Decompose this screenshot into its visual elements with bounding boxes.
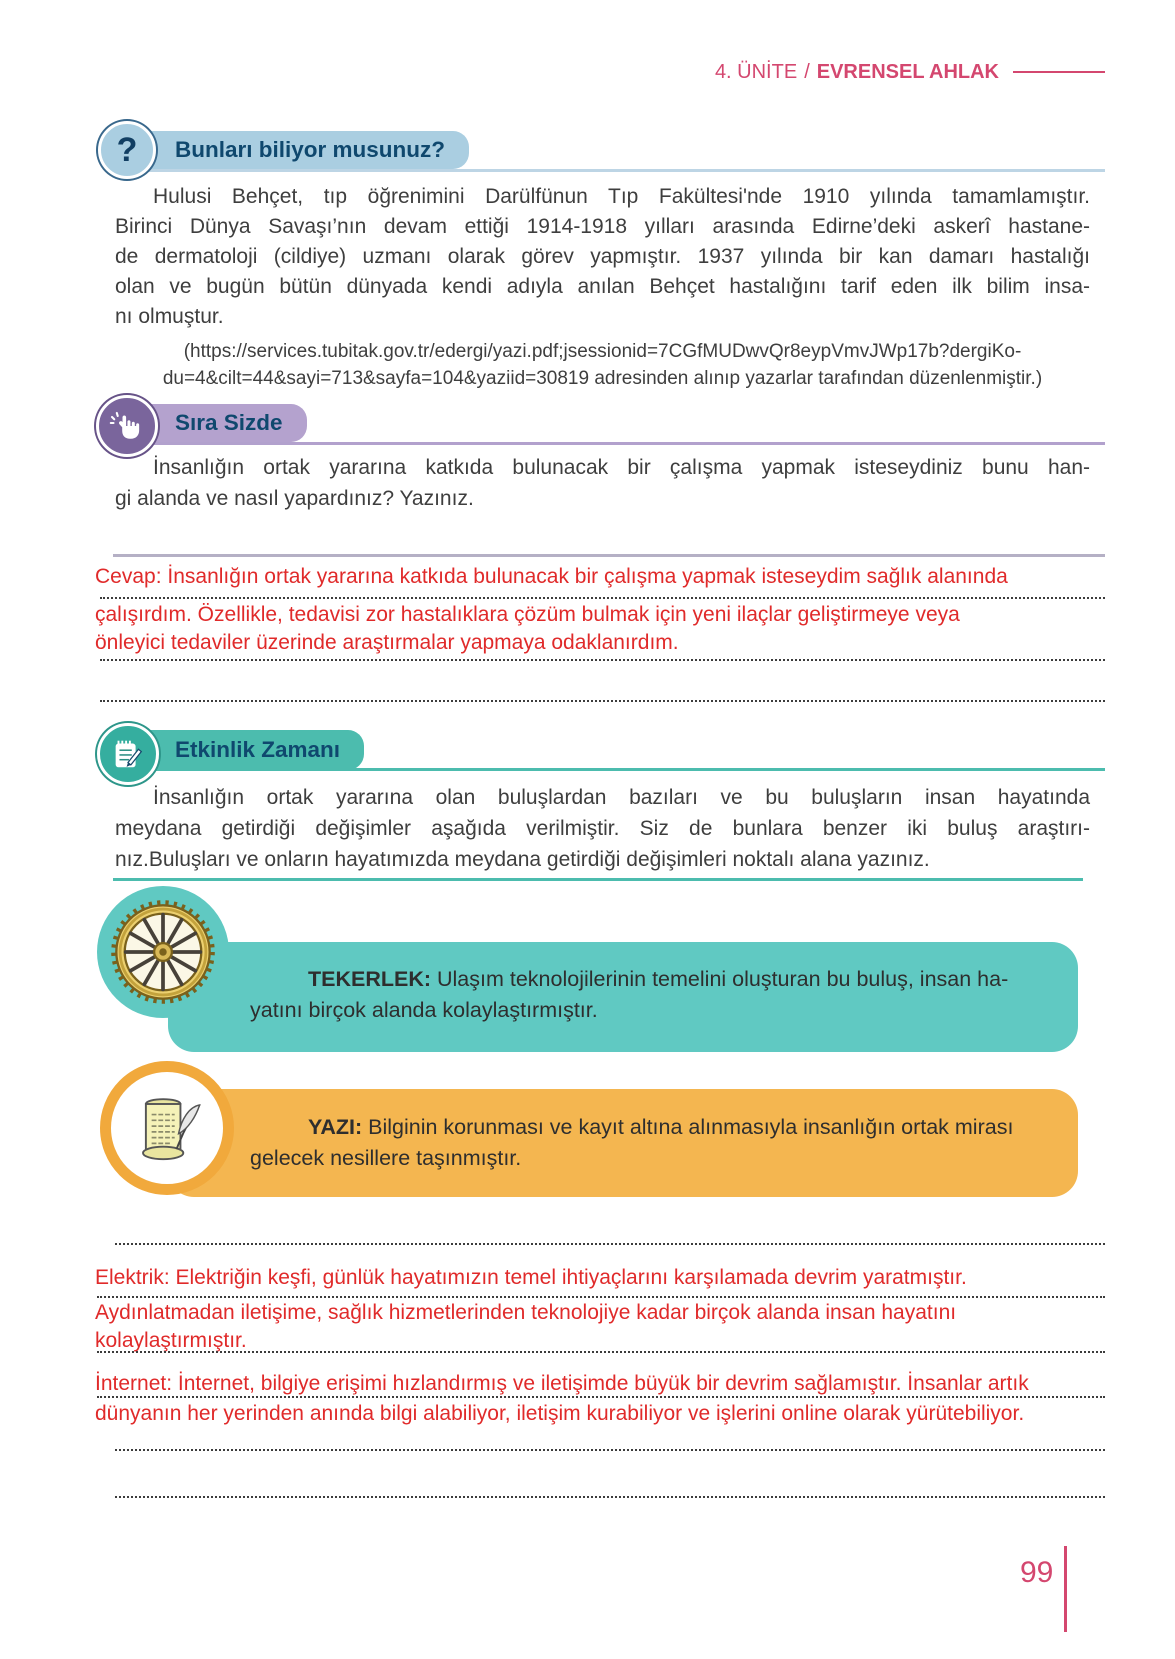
paragraph-line: olan ve bugün bütün dünyada kendi adıyla anılan Behçet hastalığını tarif eden ilk bilim insa- xyxy=(115,275,1090,298)
writing-card-line1: Bilginin korunması ve kayıt altına alınmasıyla insanlığın ortak mirası xyxy=(362,1115,1014,1139)
wheel-card-lead: TEKERLEK: xyxy=(308,967,432,991)
activity-banner xyxy=(127,730,364,770)
did-you-know-paragraph xyxy=(115,182,1090,332)
internet-answer-line: İnternet: İnternet, bilgiye erişimi hızlandırmış ve iletişimde büyük bir devrim sağlamıştır. İnsanlar artık xyxy=(95,1372,1029,1395)
your-turn-underline xyxy=(130,442,1105,445)
internet-answer-line: dünyanın her yerinden anında bilgi alabiliyor, iletişim kurabiliyor ve işlerini online olarak yürütebiliyor. xyxy=(95,1402,1025,1425)
header-rule xyxy=(1013,71,1105,73)
answer-line: çalışırdım. Özellikle, tedavisi zor hastalıklara çözüm bulmak için yeni ilaçlar geliştirmeye veya xyxy=(95,603,960,626)
unit-label: 4. ÜNİTE xyxy=(714,60,798,83)
electricity-answer-line: Aydınlatmadan iletişime, sağlık hizmetlerinden teknolojiye kadar birçok alanda insan hayatını xyxy=(95,1301,957,1324)
scroll-quill-icon xyxy=(119,1080,215,1176)
intro-line: nız.Buluşları ve onların hayatımızda meydana getirdiği değişimleri noktalı alana yazınız. xyxy=(115,848,930,871)
header-separator: / xyxy=(804,60,810,83)
activity-intro xyxy=(115,782,1090,875)
your-turn-question xyxy=(115,452,1090,514)
ruled-dotted-line xyxy=(115,1243,1105,1245)
did-you-know-underline xyxy=(130,169,1105,172)
ruled-dotted-line xyxy=(97,1296,1105,1298)
writing-card-text xyxy=(250,1112,1060,1174)
wheel-card-text xyxy=(250,964,1060,1026)
ruled-dotted-line xyxy=(100,659,1105,661)
writing-card-line2: gelecek nesillere taşınmıştır. xyxy=(250,1146,522,1170)
wagon-wheel-icon xyxy=(107,896,219,1008)
ruled-dotted-line xyxy=(100,700,1105,702)
paragraph-line: Hulusi Behçet, tıp öğrenimini Darülfünun Tıp Fakültesi'nde 1910 yılında tamamlamıştır. xyxy=(153,185,1090,208)
question-badge xyxy=(98,121,156,179)
source-citation xyxy=(115,338,1090,392)
your-turn-title: Sıra Sizde xyxy=(175,410,283,435)
answer-area-topline xyxy=(113,554,1105,557)
electricity-answer-line: Elektrik: Elektriğin keşfi, günlük hayatımızın temel ihtiyaçlarını karşılamada devrim yaratmıştır. xyxy=(95,1266,967,1289)
your-turn-badge xyxy=(96,395,158,457)
notepad-pencil-icon xyxy=(109,735,147,773)
wheel-badge xyxy=(97,886,229,1018)
activity-title: Etkinlik Zamanı xyxy=(175,737,341,762)
electricity-answer-line: kolaylaştırmıştır. xyxy=(95,1329,247,1352)
writing-card-lead: YAZI: xyxy=(308,1115,363,1139)
citation-line: (https://services.tubitak.gov.tr/edergi/yazi.pdf;jsessionid=7CGfMUDwvQr8eypVmvJWp17b?dergiKo- xyxy=(183,341,1022,362)
unit-title: EVRENSEL AHLAK xyxy=(816,60,999,83)
ruled-dotted-line xyxy=(100,597,1105,599)
paragraph-line: Birinci Dünya Savaşı’nın devam ettiği 1914-1918 yılları arasında Edirne’deki askerî hastane- xyxy=(115,215,1090,238)
ruled-dotted-line xyxy=(97,1396,1105,1398)
wheel-card-line1: Ulaşım teknolojilerinin temelini oluşturan bu buluş, insan ha- xyxy=(431,967,1009,991)
wheel-card-line2: yatını birçok alanda kolaylaştırmıştır. xyxy=(250,998,598,1022)
did-you-know-title: Bunları biliyor musunuz? xyxy=(175,137,446,162)
writing-badge xyxy=(100,1061,234,1195)
page-number: 99 xyxy=(1020,1556,1054,1589)
paragraph-line: de dermatoloji (cildiye) uzmanı olarak görev yapmıştır. 1937 yılında bir kan damarı hastalığı xyxy=(115,245,1090,268)
question-line: gi alanda ve nasıl yapardınız? Yazınız. xyxy=(115,487,474,510)
answer-line: önleyici tedaviler üzerinde araştırmalar yapmaya odaklanırdım. xyxy=(95,631,679,654)
pointing-hand-icon xyxy=(109,408,145,444)
page-header xyxy=(0,58,1105,86)
question-line: İnsanlığın ortak yararına katkıda bulunacak bir çalışma yapmak isteseydiniz bunu han- xyxy=(153,456,1090,479)
paragraph-line: nı olmuştur. xyxy=(115,305,224,328)
ruled-dotted-line xyxy=(97,1351,1105,1353)
ruled-dotted-line xyxy=(115,1449,1105,1451)
activity-intro-underline xyxy=(113,878,1083,881)
activity-badge xyxy=(97,723,159,785)
did-you-know-banner xyxy=(127,131,469,169)
intro-line: İnsanlığın ortak yararına olan buluşlardan bazıları ve bu buluşların insan hayatında xyxy=(153,786,1090,809)
answer-line: Cevap: İnsanlığın ortak yararına katkıda bulunacak bir çalışma yapmak isteseydim sağlık alanında xyxy=(95,565,1008,588)
intro-line: meydana getirdiği değişimler aşağıda verilmiştir. Siz de bunlara benzer iki buluş araştırı- xyxy=(115,817,1090,840)
footer-rule xyxy=(1064,1546,1067,1632)
ruled-dotted-line xyxy=(115,1496,1105,1498)
question-mark-icon: ? xyxy=(116,130,138,169)
citation-line: du=4&cilt=44&sayi=713&sayfa=104&yaziid=30819 adresinden alınıp yazarlar tarafından düzenlenmiştir.) xyxy=(162,368,1043,389)
